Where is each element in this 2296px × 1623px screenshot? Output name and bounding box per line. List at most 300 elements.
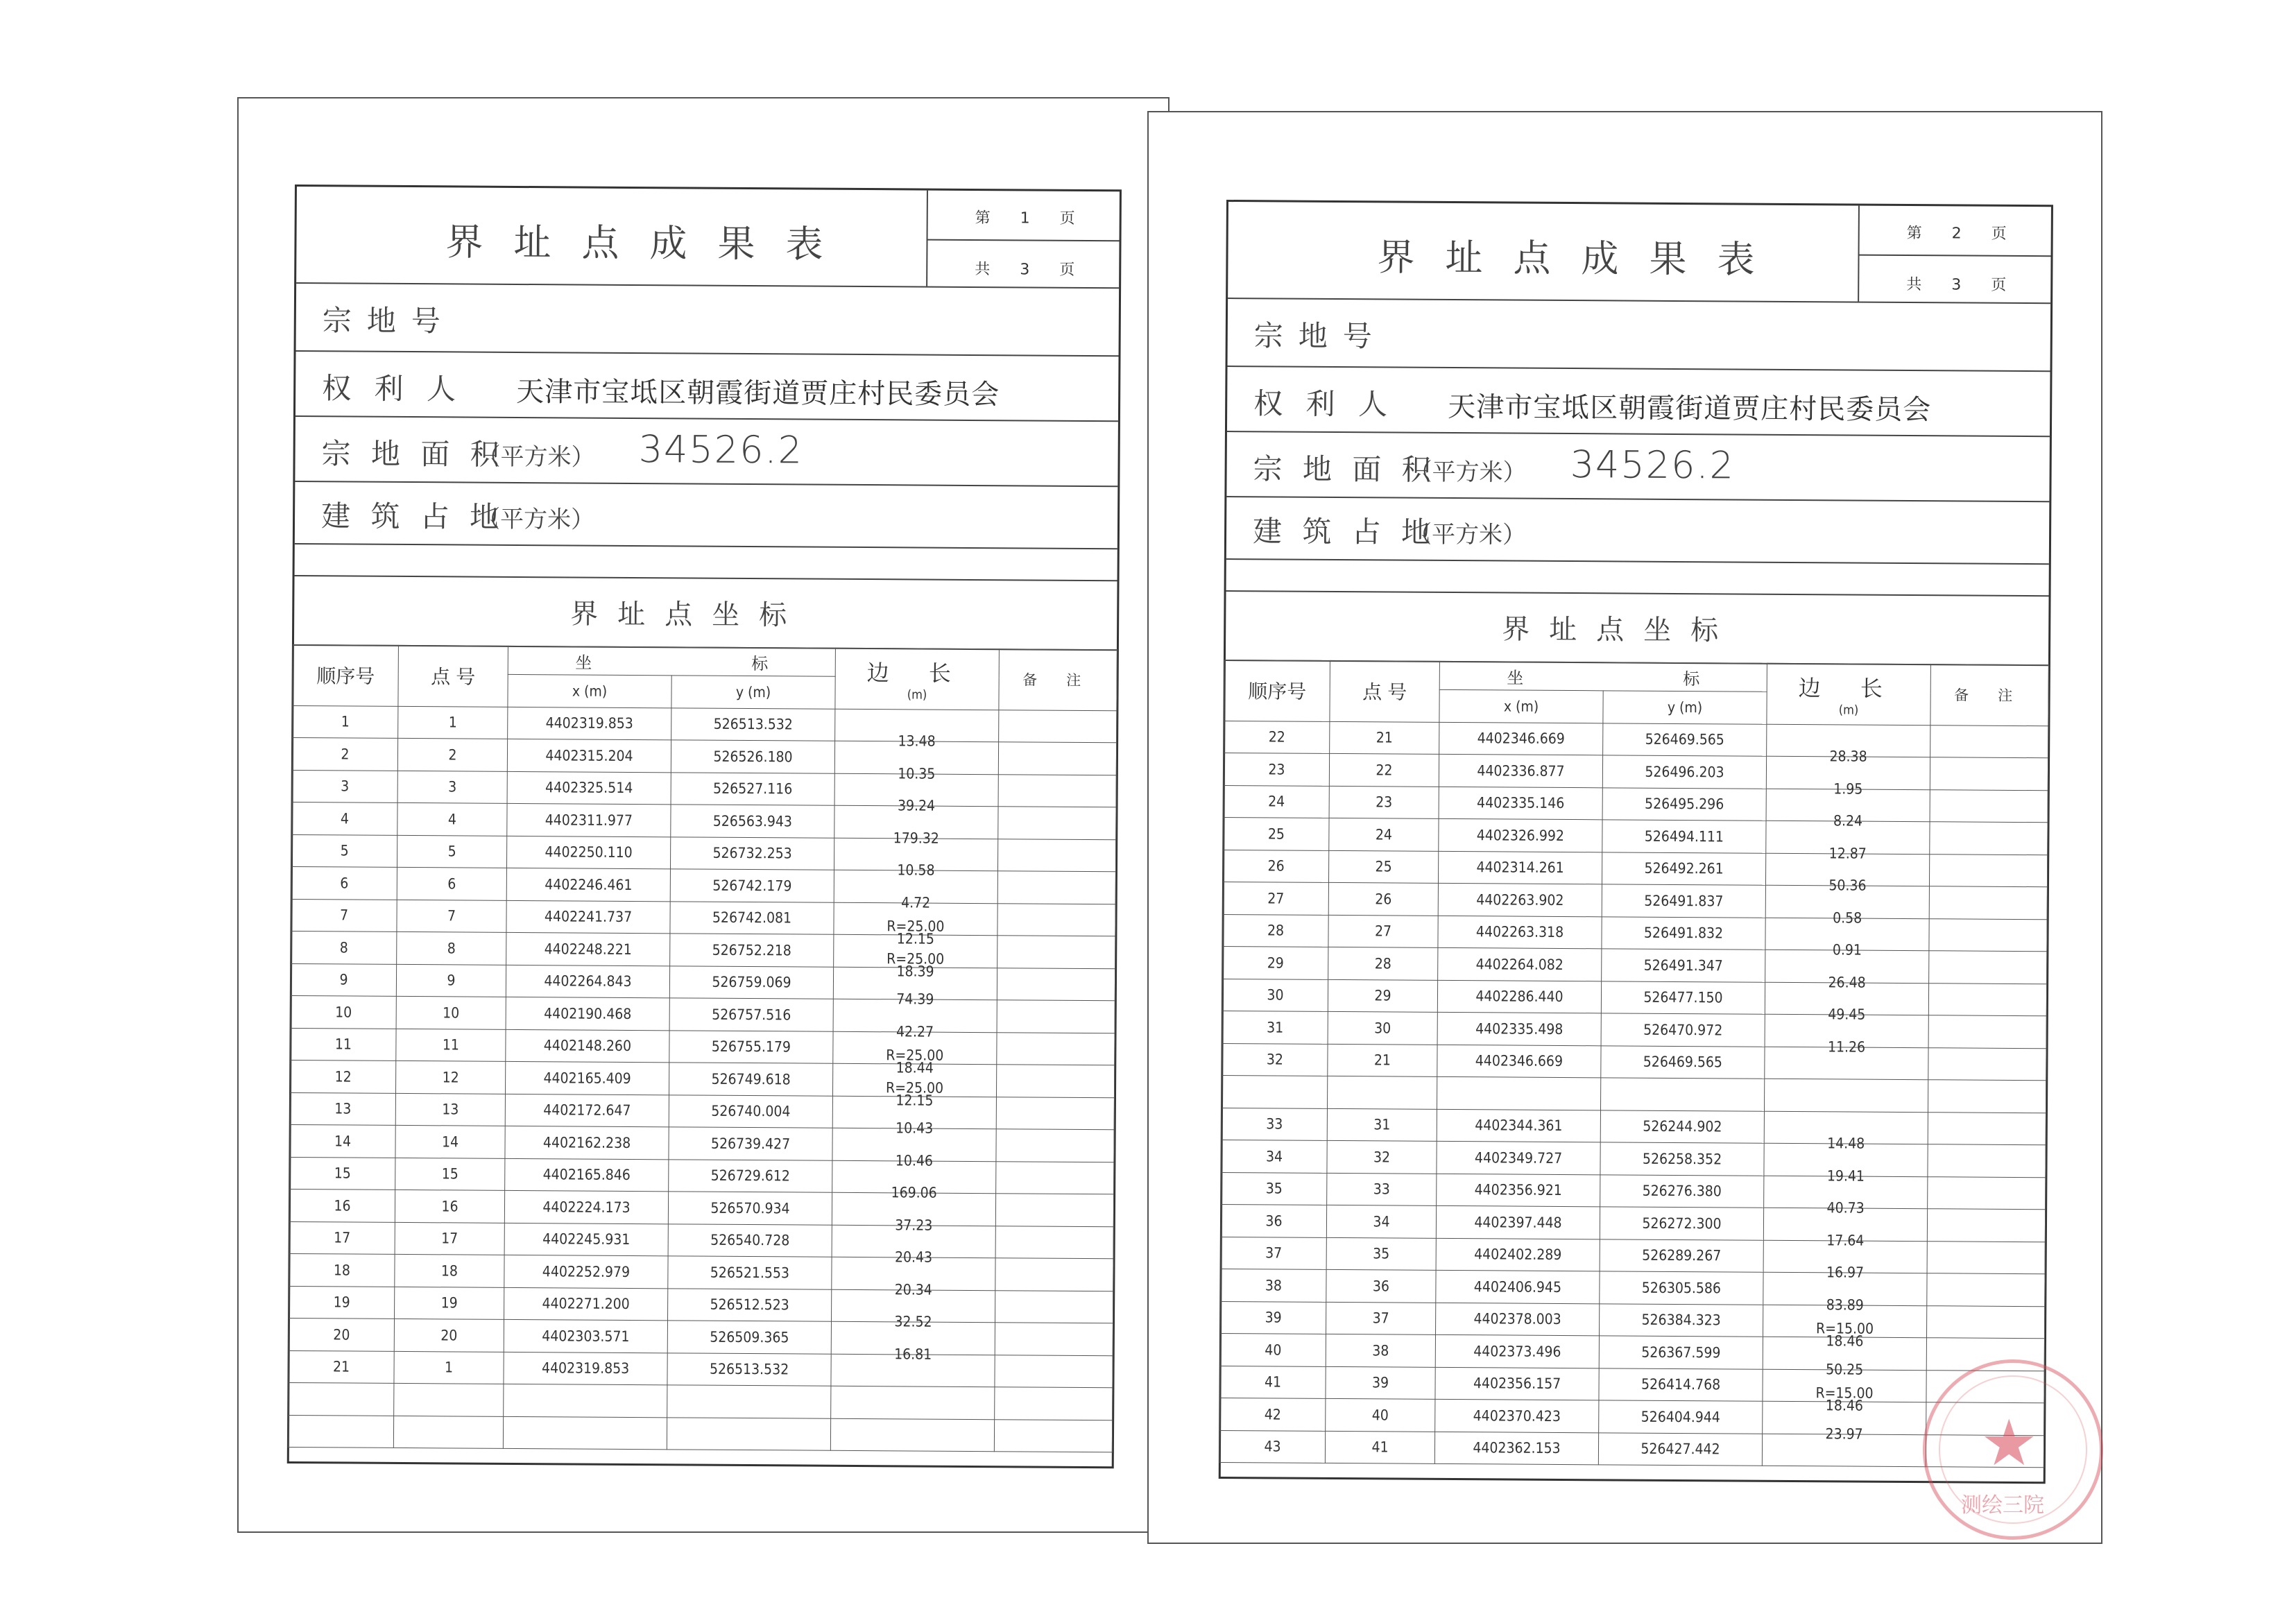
edge-length: 50.25 <box>1826 1360 1864 1378</box>
result-form-page-2 <box>1219 200 2053 1484</box>
point-cell: 6 <box>397 867 506 900</box>
seq-cell: 14 <box>290 1124 395 1157</box>
y-coord-cell: 526757.516 <box>669 998 833 1031</box>
y-coord-cell: 526469.565 <box>1603 723 1767 756</box>
y-coord-cell: 526258.352 <box>1600 1142 1764 1176</box>
edge-length: 10.46 <box>895 1151 934 1169</box>
y-coord-cell: 526570.934 <box>668 1192 832 1225</box>
edge-length: 10.58 <box>897 861 935 879</box>
point-cell: 19 <box>395 1287 504 1319</box>
seq-cell: 15 <box>290 1157 395 1190</box>
divider <box>296 350 1119 357</box>
x-coord-cell: 4402311.977 <box>507 803 671 836</box>
note-cell <box>1926 1305 2044 1339</box>
y-coord-cell: 526513.532 <box>667 1352 831 1386</box>
edge-length: 74.39 <box>896 990 934 1008</box>
x-coord-cell <box>503 1416 667 1450</box>
area-label: 宗 地 面 积 <box>321 436 505 472</box>
point-cell: 8 <box>397 931 506 964</box>
note-cell <box>994 1419 1112 1452</box>
point-cell: 4 <box>397 802 507 835</box>
point-cell: 14 <box>395 1125 505 1158</box>
seq-cell: 36 <box>1221 1204 1326 1237</box>
note-cell <box>998 807 1116 840</box>
note-cell <box>997 1000 1115 1033</box>
edge-length: 39.24 <box>897 797 936 814</box>
column-header-edge <box>835 648 1000 710</box>
note-cell <box>1929 951 2047 984</box>
edge-length: 12.15 <box>896 930 934 947</box>
point-cell: 18 <box>395 1254 504 1287</box>
y-coord-cell: 526729.612 <box>669 1159 832 1192</box>
note-cell <box>1928 1112 2046 1145</box>
seq-cell: 34 <box>1222 1140 1327 1172</box>
edge-length: 4.72 <box>901 893 931 911</box>
edge-length: 10.35 <box>898 764 936 782</box>
column-header-note: 备 注 <box>999 649 1117 711</box>
seq-cell: 27 <box>1223 882 1328 914</box>
note-cell <box>1928 983 2046 1016</box>
note-cell <box>1928 1176 2046 1210</box>
note-cell <box>997 871 1115 904</box>
seq-cell: 18 <box>289 1253 395 1286</box>
x-coord-cell: 4402190.468 <box>506 997 669 1030</box>
x-coord-cell: 4402264.843 <box>506 965 669 998</box>
point-cell: 32 <box>1327 1140 1437 1173</box>
area-label: 宗 地 面 积 <box>1253 452 1437 487</box>
x-coord-cell: 4402162.238 <box>505 1126 669 1159</box>
divider <box>1226 590 2049 596</box>
seq-cell: 8 <box>291 931 397 963</box>
column-header-seq: 顺序号 <box>1224 660 1330 721</box>
y-coord-cell: 526491.347 <box>1602 949 1765 982</box>
note-cell <box>997 1032 1115 1065</box>
edge-length: 18.46 <box>1826 1332 1864 1350</box>
seq-cell: 33 <box>1222 1108 1327 1140</box>
x-coord-cell: 4402319.853 <box>508 707 671 740</box>
owner-label: 权 利 人 <box>1253 386 1395 422</box>
x-coord-cell: 4402378.003 <box>1436 1303 1600 1336</box>
seq-cell: 23 <box>1224 753 1329 785</box>
divider <box>295 415 1118 422</box>
edge-length: 50.36 <box>1828 877 1867 894</box>
building-unit: （平方米） <box>1407 520 1527 549</box>
y-coord-cell: 526469.565 <box>1601 1045 1765 1079</box>
note-cell <box>995 1258 1113 1291</box>
company-seal-stamp <box>1923 1359 2103 1540</box>
point-cell: 20 <box>394 1319 504 1351</box>
seal-star-icon: ★ <box>1980 1406 2038 1480</box>
note-cell <box>995 1290 1113 1323</box>
edge-length: 17.64 <box>1826 1231 1865 1249</box>
column-header-edge-label: 边 长 <box>866 659 968 687</box>
note-cell <box>998 742 1116 775</box>
y-coord-cell: 526509.365 <box>667 1321 831 1354</box>
point-cell: 11 <box>396 1029 506 1061</box>
edge-length: 11.26 <box>1827 1038 1866 1056</box>
divider <box>1228 366 2050 372</box>
edge-length: 18.46 <box>1825 1397 1864 1414</box>
note-cell <box>1930 822 2048 855</box>
point-cell <box>394 1383 504 1416</box>
coords-title: 界址点坐标 <box>1502 613 1738 647</box>
note-cell <box>1928 1080 2046 1113</box>
x-coord-cell: 4402252.979 <box>504 1255 668 1288</box>
seq-cell: 9 <box>291 963 396 996</box>
seq-cell: 20 <box>289 1318 394 1350</box>
column-header-y: y (m) <box>671 676 835 709</box>
point-cell: 37 <box>1326 1302 1436 1334</box>
edge-length: 0.91 <box>1832 941 1862 959</box>
x-coord-cell: 4402165.409 <box>505 1061 669 1094</box>
seal-text: 测绘三院 <box>1961 1493 2044 1518</box>
column-header-coord-2: 标 <box>751 653 769 673</box>
x-coord-cell: 4402335.498 <box>1437 1012 1601 1045</box>
seq-cell: 3 <box>292 770 397 802</box>
x-coord-cell <box>504 1384 667 1417</box>
seq-cell: 2 <box>292 737 397 770</box>
point-cell: 1 <box>398 706 508 739</box>
table-row <box>1222 1075 2046 1113</box>
column-header-coord <box>1439 661 1767 692</box>
divider <box>1227 431 2050 437</box>
x-coord-cell: 4402250.110 <box>506 836 670 869</box>
y-coord-cell: 526305.586 <box>1600 1271 1763 1305</box>
note-cell <box>1929 918 2047 952</box>
x-coord-cell: 4402346.669 <box>1437 1045 1601 1078</box>
note-cell <box>997 903 1115 936</box>
seq-cell <box>289 1382 394 1415</box>
x-coord-cell: 4402335.146 <box>1439 787 1602 820</box>
point-cell: 33 <box>1327 1173 1437 1205</box>
point-cell: 29 <box>1328 979 1437 1012</box>
point-cell: 23 <box>1329 786 1439 818</box>
x-coord-cell: 4402245.931 <box>504 1223 668 1256</box>
point-cell: 35 <box>1326 1237 1436 1270</box>
x-coord-cell: 4402356.921 <box>1437 1174 1600 1207</box>
seq-cell: 5 <box>291 834 397 867</box>
table-row <box>1219 1430 2044 1468</box>
building-unit: （平方米） <box>476 505 595 534</box>
seq-cell: 12 <box>291 1060 396 1092</box>
edge-length: 16.97 <box>1826 1264 1865 1281</box>
y-coord-cell: 526513.532 <box>671 707 835 741</box>
point-cell: 10 <box>396 996 506 1029</box>
x-coord-cell: 4402349.727 <box>1437 1141 1600 1174</box>
edge-length: 42.27 <box>896 1022 934 1040</box>
note-cell <box>995 1323 1113 1356</box>
owner-label: 权 利 人 <box>322 371 463 406</box>
point-cell: 7 <box>397 900 506 932</box>
point-cell: 15 <box>395 1158 505 1190</box>
x-coord-cell: 4402402.289 <box>1436 1238 1600 1271</box>
seq-cell: 16 <box>289 1189 395 1221</box>
seq-cell: 25 <box>1224 817 1329 850</box>
note-cell <box>995 1194 1113 1227</box>
seq-cell <box>1222 1075 1328 1108</box>
boundary-points-table <box>288 644 1117 1452</box>
y-coord-cell: 526289.267 <box>1600 1239 1763 1272</box>
y-coord-cell: 526367.599 <box>1599 1336 1763 1369</box>
note-cell <box>996 1161 1114 1194</box>
edge-length: 1.95 <box>1833 780 1863 798</box>
table-row <box>288 1415 1112 1452</box>
edge-length: 179.32 <box>893 829 939 847</box>
note-cell <box>995 1355 1113 1388</box>
x-coord-cell: 4402326.992 <box>1439 818 1602 852</box>
table-row <box>289 1382 1113 1420</box>
owner-value: 天津市宝坻区朝霞街道贾庄村民委员会 <box>516 375 1000 411</box>
point-cell: 12 <box>396 1060 506 1093</box>
x-coord-cell: 4402248.221 <box>506 932 670 965</box>
x-coord-cell: 4402172.647 <box>505 1094 669 1127</box>
seq-cell: 42 <box>1220 1398 1326 1430</box>
edge-cell <box>831 1345 995 1387</box>
edge-length: 10.43 <box>896 1119 934 1137</box>
edge-length: 40.73 <box>1826 1199 1865 1217</box>
column-header-coord <box>508 646 835 676</box>
edge-length: 49.45 <box>1828 1006 1866 1023</box>
seq-cell: 30 <box>1222 979 1328 1011</box>
y-coord-cell <box>1600 1078 1764 1111</box>
x-coord-cell: 4402373.496 <box>1435 1334 1599 1368</box>
note-cell <box>997 839 1115 872</box>
area-value: 34526.2 <box>1570 443 1736 488</box>
y-coord-cell: 526540.728 <box>668 1223 832 1257</box>
column-header-point: 点 号 <box>1330 660 1440 721</box>
seq-cell: 37 <box>1221 1237 1326 1269</box>
y-coord-cell: 526740.004 <box>669 1094 832 1128</box>
edge-length: 32.52 <box>894 1313 932 1330</box>
edge-length: 83.89 <box>1826 1296 1864 1314</box>
column-header-x: x (m) <box>508 674 671 707</box>
seq-cell: 39 <box>1221 1301 1326 1334</box>
x-coord-cell: 4402148.260 <box>506 1029 669 1063</box>
y-coord-cell: 526276.380 <box>1600 1174 1764 1208</box>
y-coord-cell: 526749.618 <box>669 1063 832 1096</box>
y-coord-cell: 526759.069 <box>669 965 833 999</box>
note-cell <box>998 774 1116 807</box>
point-cell: 41 <box>1325 1431 1434 1463</box>
boundary-points-table <box>1219 660 2049 1468</box>
area-unit: （平方米） <box>1408 458 1527 487</box>
point-cell: 16 <box>395 1190 504 1222</box>
point-cell: 34 <box>1326 1205 1436 1237</box>
x-coord-cell: 4402264.082 <box>1438 947 1602 981</box>
point-cell: 2 <box>397 738 507 771</box>
seq-cell: 17 <box>289 1221 395 1254</box>
x-coord-cell: 4402370.423 <box>1435 1399 1599 1432</box>
x-coord-cell: 4402356.157 <box>1435 1367 1599 1400</box>
x-coord-cell: 4402315.204 <box>507 739 671 772</box>
y-coord-cell: 526470.972 <box>1601 1013 1765 1047</box>
edge-length: 19.41 <box>1826 1167 1865 1185</box>
y-coord-cell: 526491.837 <box>1602 884 1765 918</box>
owner-value: 天津市宝坻区朝霞街道贾庄村民委员会 <box>1448 390 1932 427</box>
y-coord-cell: 526563.943 <box>671 805 834 838</box>
point-cell: 21 <box>1328 1044 1437 1076</box>
y-coord-cell: 526521.553 <box>668 1256 832 1289</box>
point-cell: 31 <box>1327 1108 1437 1141</box>
point-cell: 22 <box>1329 753 1439 786</box>
divider <box>295 575 1117 581</box>
x-coord-cell <box>1437 1076 1600 1110</box>
note-cell <box>1927 1209 2045 1242</box>
y-coord-cell: 526732.253 <box>670 836 834 870</box>
edge-length: 37.23 <box>895 1216 933 1234</box>
y-coord-cell: 526512.523 <box>668 1288 832 1321</box>
edge-radius: R=25.00 <box>886 950 945 968</box>
y-coord-cell: 526244.902 <box>1600 1110 1764 1143</box>
seq-cell: 22 <box>1224 721 1330 753</box>
y-coord-cell: 526755.179 <box>669 1030 833 1063</box>
point-cell: 5 <box>397 835 506 868</box>
page-number: 第 2 页 <box>1906 224 2019 243</box>
y-coord-cell: 526739.427 <box>669 1127 832 1160</box>
point-cell: 38 <box>1326 1334 1435 1366</box>
seq-cell: 41 <box>1220 1366 1326 1398</box>
seq-cell: 28 <box>1223 914 1328 947</box>
point-cell: 28 <box>1328 947 1438 979</box>
point-cell: 17 <box>395 1222 504 1255</box>
column-header-note: 备 注 <box>1930 664 2049 726</box>
seq-cell: 7 <box>291 899 397 931</box>
y-coord-cell: 526494.111 <box>1602 820 1766 853</box>
y-coord-cell: 526477.150 <box>1601 981 1765 1014</box>
seq-cell: 6 <box>291 866 397 899</box>
building-label: 建 筑 占 地 <box>320 499 505 534</box>
y-coord-cell: 526384.323 <box>1600 1303 1763 1337</box>
y-coord-cell: 526491.832 <box>1602 916 1765 950</box>
note-cell <box>1929 886 2047 920</box>
column-header-edge-unit: (m) <box>907 687 927 703</box>
note-cell <box>997 936 1115 969</box>
area-value: 34526.2 <box>638 427 804 472</box>
point-cell: 1 <box>394 1351 504 1384</box>
table-row <box>289 1350 1113 1388</box>
y-coord-cell: 526427.442 <box>1598 1432 1762 1466</box>
note-cell <box>997 968 1115 1001</box>
table-row <box>1222 1043 2046 1081</box>
x-coord-cell: 4402325.514 <box>507 771 671 805</box>
edge-length: 18.44 <box>896 1059 934 1076</box>
seq-cell: 4 <box>292 802 397 834</box>
point-cell: 30 <box>1328 1011 1437 1044</box>
note-cell <box>1927 1273 2045 1307</box>
y-coord-cell: 526272.300 <box>1600 1207 1763 1240</box>
seq-cell: 11 <box>291 1028 396 1060</box>
point-cell: 36 <box>1326 1269 1436 1302</box>
note-cell <box>1930 757 2048 791</box>
seq-cell: 26 <box>1223 850 1328 882</box>
seq-cell: 43 <box>1219 1430 1325 1463</box>
note-cell <box>1927 1241 2045 1274</box>
column-header-x: x (m) <box>1439 689 1603 723</box>
edge-radius: R=25.00 <box>885 1079 944 1097</box>
point-cell: 21 <box>1330 721 1439 754</box>
point-cell: 27 <box>1328 915 1438 947</box>
seq-cell: 13 <box>290 1092 395 1125</box>
y-coord-cell: 526414.768 <box>1599 1368 1763 1401</box>
point-cell: 39 <box>1326 1366 1435 1399</box>
page-number: 第 1 页 <box>975 209 1088 227</box>
edge-length: 14.48 <box>1827 1135 1865 1152</box>
seq-cell: 1 <box>293 705 398 738</box>
seq-cell <box>288 1415 393 1448</box>
y-coord-cell: 526527.116 <box>671 772 834 805</box>
y-coord-cell: 526495.296 <box>1602 787 1766 821</box>
seq-cell: 10 <box>291 995 396 1028</box>
area-unit: （平方米） <box>477 443 595 472</box>
edge-length: 26.48 <box>1828 973 1866 991</box>
edge-radius: R=25.00 <box>886 918 945 935</box>
edge-length: 12.15 <box>896 1091 934 1109</box>
note-cell <box>1928 1015 2046 1049</box>
column-header-edge <box>1767 663 1931 725</box>
edge-cell <box>1762 1425 1926 1467</box>
note-cell <box>999 710 1117 743</box>
edge-length: 16.81 <box>894 1345 932 1363</box>
edge-radius: R=15.00 <box>1815 1320 1874 1337</box>
seq-cell: 29 <box>1223 946 1328 979</box>
page-total: 共 3 页 <box>975 260 1088 279</box>
edge-cell <box>831 1386 995 1419</box>
x-coord-cell: 4402246.461 <box>506 868 670 901</box>
edge-length: 28.38 <box>1829 748 1867 765</box>
note-cell <box>996 1129 1114 1162</box>
y-coord-cell <box>667 1417 830 1450</box>
note-cell <box>1930 789 2048 823</box>
edge-length: 20.43 <box>894 1248 933 1266</box>
x-coord-cell: 4402397.448 <box>1436 1205 1600 1239</box>
edge-length: 20.34 <box>894 1280 932 1298</box>
edge-length: 12.87 <box>1828 844 1867 862</box>
divider <box>1226 558 2049 565</box>
x-coord-cell: 4402263.902 <box>1438 883 1602 916</box>
point-cell <box>1328 1076 1437 1108</box>
column-header-y: y (m) <box>1603 691 1767 724</box>
y-coord-cell <box>667 1385 831 1418</box>
seq-cell: 32 <box>1222 1043 1328 1076</box>
point-cell: 3 <box>397 771 507 803</box>
edge-length: 169.06 <box>891 1184 937 1201</box>
divider <box>1226 496 2049 502</box>
x-coord-cell: 4402271.200 <box>504 1287 668 1321</box>
x-coord-cell: 4402241.737 <box>506 900 670 934</box>
edge-cell <box>1764 1079 1928 1112</box>
edge-length: 18.39 <box>896 962 934 980</box>
x-coord-cell: 4402165.846 <box>505 1158 669 1192</box>
point-cell: 24 <box>1329 818 1439 850</box>
column-header-coord-1: 坐 <box>575 652 592 673</box>
column-header-edge-unit: (m) <box>1838 703 1859 718</box>
note-cell <box>1928 1144 2046 1178</box>
y-coord-cell: 526526.180 <box>671 740 834 773</box>
x-coord-cell: 4402303.571 <box>504 1319 667 1352</box>
parcel-no-label: 宗地号 <box>1253 318 1387 354</box>
point-cell: 13 <box>395 1093 505 1126</box>
seq-cell: 40 <box>1220 1333 1326 1366</box>
y-coord-cell: 526752.218 <box>670 934 834 967</box>
point-cell: 26 <box>1328 882 1438 915</box>
divider <box>295 481 1117 487</box>
divider <box>295 543 1117 549</box>
y-coord-cell: 526496.203 <box>1602 755 1766 789</box>
x-coord-cell: 4402319.853 <box>504 1352 667 1385</box>
x-coord-cell: 4402362.153 <box>1434 1432 1598 1465</box>
parcel-no-label: 宗地号 <box>322 303 456 338</box>
edge-cell <box>1765 1038 1928 1080</box>
